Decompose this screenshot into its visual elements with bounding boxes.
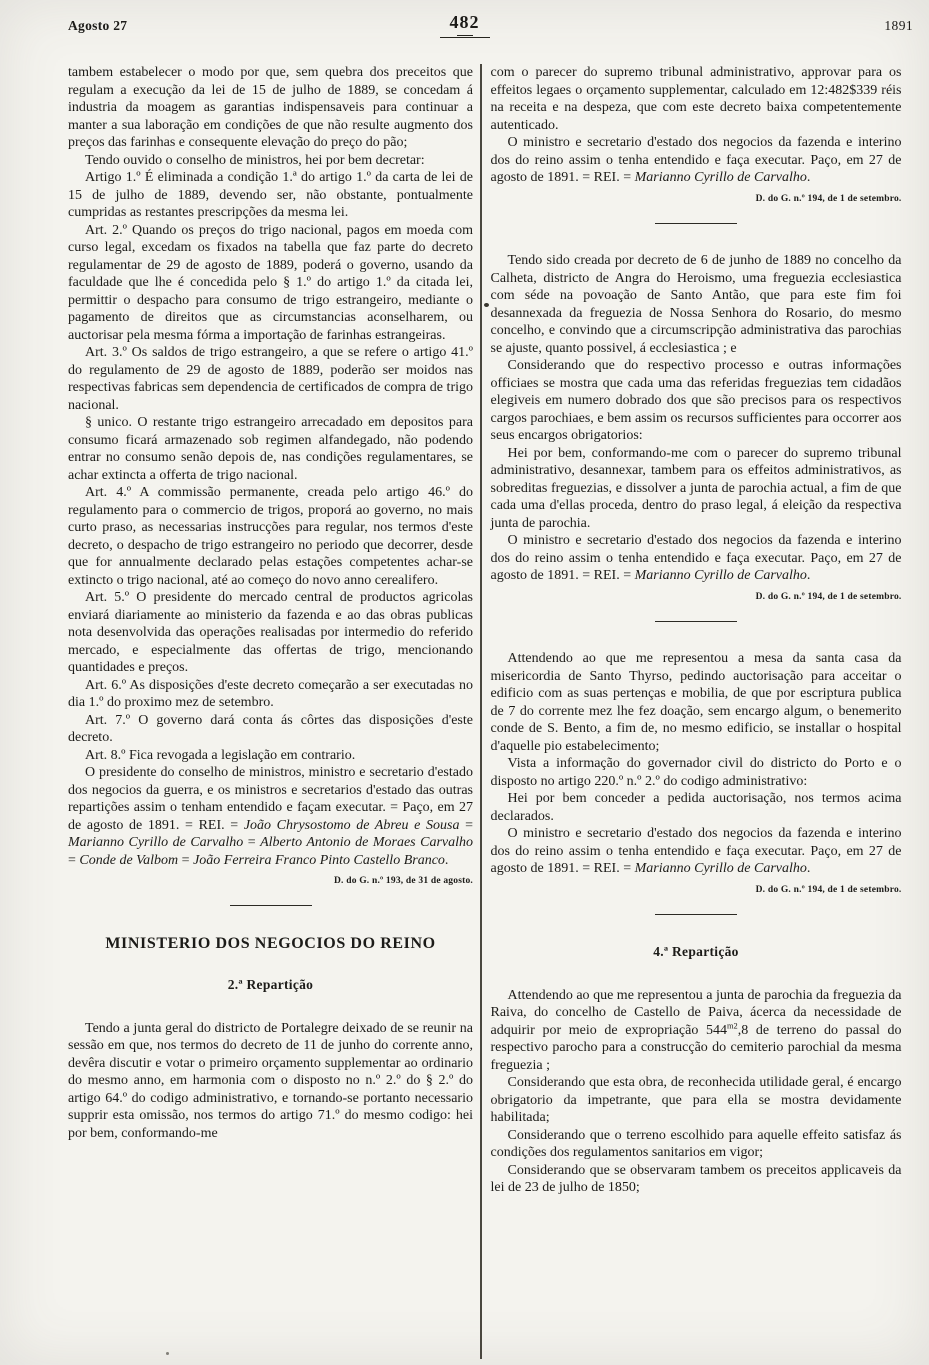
page-header [0,0,929,44]
header-year: 1891 [884,18,913,33]
text-run: ,8 de terreno do passal do respectivo parocho para a construcção do cemiterio parochial da mesma freguezia ; [490,1022,902,1073]
text-run: Hei por bem conceder a pedida auctorisação, nos termos acima declarados. [490,791,902,824]
ink-speck [484,303,489,307]
signature-name: Conde de Valbom [79,852,179,868]
text-run: . [806,170,811,185]
text-run: . [806,568,811,583]
paragraph [491,987,902,1075]
paragraph [491,445,902,533]
section-separator [491,212,902,230]
text-run: Tendo ouvido o conselho de ministros, hei por bem decretar: [85,152,425,168]
signature-name: Marianno Cyrillo de Carvalho [634,170,807,185]
paragraph [68,414,473,484]
page-number: 482 [440,12,490,38]
text-run: = [68,852,80,868]
right-column [482,64,902,1359]
section-separator [491,903,902,921]
paragraph [68,1020,473,1143]
text-columns [68,64,929,1359]
text-run: Attendendo ao que me representou a junta de parochia da freguezia da Raiva, do concelho de Castello de Paiva, ácerca da necessidade de adquirir por meio de expropriação 544 [490,987,902,1038]
section-heading: MINISTERIO DOS NEGOCIOS DO REINO [105,934,436,952]
separator-rule [655,621,737,622]
paragraph [490,825,902,895]
gazette-citation: D. do G. n.º 194, de 1 de setembro. [755,884,902,895]
paragraph [490,532,902,602]
signature-name: Alberto Antonio de Moraes Carvalho [260,835,473,850]
text-run: Attendendo ao que me representou a mesa da santa casa da misericordia de Santo Thyrso, pedindo auctorisação para acceitar o edificio com as suas pertenças e mobilia, de que por escriptura publica de 7 do corrente mez lhe fez doação, sem encargo algum, o benemerito conde de S. Bento, a fim de, no mesmo edificio, se installar o hospital d'aquelle pio estabelecimento; [490,651,902,754]
text-run: Art. 8.º Fica revogada a legislação em contrario. [85,747,356,763]
paragraph [68,484,473,589]
separator-rule [655,223,737,224]
signature-name: Marianno Cyrillo de Carvalho [634,568,807,583]
paragraph [68,222,473,345]
text-run: Considerando que esta obra, de reconhecida utilidade geral, é encargo obrigatorio da impetrante, que para ella se mostra devidamente habilitada; [490,1075,902,1125]
gazette-citation: D. do G. n.º 194, de 1 de setembro. [755,193,902,204]
text-run: Artigo 1.º É eliminada a condição 1.ª do artigo 1.º da carta de lei de 15 de julho de 1889, devendo ser, não obstante, pontualmente cumpridas as restantes prescripções da mesma lei. [68,170,473,220]
paragraph [68,677,473,712]
paragraph [68,64,473,152]
separator-rule [655,914,737,915]
paragraph [68,152,473,170]
paragraph [490,134,902,204]
signature-name: João Ferreira Franco Pinto Castello Branco [193,852,445,868]
paragraph [491,1162,902,1197]
paragraph [491,1074,902,1127]
text-run: tambem estabelecer o modo por que, sem quebra dos preceitos que regulam a execução da lei de 15 de julho de 1889, se concedam á industria da moagem as garantias indispensaveis para continuar a manter a sua laboração em condições de que não resulte augmento dos preços das farinhas e consequente elevação do preço do pão; [68,65,473,150]
signature-name: Marianno Cyrillo de Carvalho [634,861,807,876]
paragraph [68,589,473,677]
text-run: = [178,852,194,868]
header-date: Agosto 27 [68,18,128,33]
text-run: . [806,861,811,876]
paragraph [491,755,902,790]
ink-speck [166,1352,169,1355]
paragraph [68,169,473,222]
text-run: Art. 6.º As disposições d'este decreto começarão a ser executadas no dia 1.º do proximo mez de setembro. [68,677,473,710]
paragraph [68,747,473,765]
text-run: Art. 4.º A commissão permanente, creada pelo artigo 46.º do regulamento para o commercio de trigos, proporá ao governo, no mais curto praso, as necessarias instrucções para regular, nos termos d'este decreto, o despacho de trigo estrangeiro no periodo que decorrer, desde que for annualmente declarado pelas estações competentes achar-se extincto o trigo nacional, até ao começo do novo anno cerealifero. [68,485,473,588]
text-run: Art. 5.º O presidente do mercado central de productos agricolas enviará diariamente ao ministerio da fazenda e ao das obras publicas nota desenvolvida das operações realisadas por intermedio do referido mercado, e especialmente das offertas de trigo, mencionando quantidades e preços. [68,590,473,675]
text-run: . [444,852,449,868]
section-separator [491,610,902,628]
text-run: com o parecer do supremo tribunal administrativo, approvar para os effeitos legaes o orçamento supplementar, calculado em 12:482$339 réis na receita e na despeza, que com este decreto baixa competentemente autenticado. [490,65,902,133]
text-run: O ministro e secretario d'estado dos negocios da fazenda e interino dos do reino assim o tenha entendido e faça executar. Paço, em 27 de agosto de 1891. = REI. = [490,826,902,876]
paragraph [491,650,902,755]
subsection-heading: 2.ª Repartição [227,977,314,992]
paragraph [68,764,473,886]
text-run: Considerando que se observaram tambem os preceitos applicaveis da lei de 23 de julho de 1850; [490,1162,902,1195]
text-run: § unico. O restante trigo estrangeiro arrecadado em depositos para consumo ficará armazenado sob regimen alfandegado, não podendo entrar no consumo senão depois de, nas condições regulamentares, se achar extincta a offerta de trigo nacional. [68,415,473,483]
text-run: Considerando que do respectivo processo e outras informações officiaes se mostra que cada uma das referidas freguezias tem cidadãos elegiveis em numero dobrado dos que são precisos para os respectivos cargos parochiaes, e bem assim os recursos sufficientes para occorrer aos seus encargos obrigatorios: [490,358,902,443]
text-run: Considerando que o terreno escolhido para aquelle effeito satisfaz ás condições dos regulamentos sanitarios em vigor; [490,1127,902,1160]
paragraph [491,357,902,445]
text-run: Tendo sido creada por decreto de 6 de junho de 1889 no concelho da Calheta, districto de Angra do Heroismo, uma freguezia ecclesiastica com séde na povoação de Santo Antão, que para este fim foi desannexada da freguezia de Nossa Senhora do Rosario, do mesmo concelho, e convindo que a circumscripção administrativa das parochias se ajuste, quanto possivel, á ecclesiastica ; e [490,253,902,356]
text-run: = [459,817,473,833]
paragraph [68,712,473,747]
text-run: Vista a informação do governador civil do districto do Porto e o disposto no artigo 220.º n.º 2.º do codigo administrativo: [490,756,902,789]
gazette-citation: D. do G. n.º 194, de 1 de setembro. [755,591,902,602]
left-column [68,64,480,1359]
paragraph [491,64,902,134]
separator-rule [230,905,312,906]
text-run: = [243,835,261,850]
text-run: Art. 3.º Os saldos de trigo estrangeiro, a que se refere o artigo 41.º do regulamento de 29 de agosto de 1889, poderão ser moidos nas respectivas fabricas sem dependencia de certificados de compra de trigo nacional. [68,345,473,413]
paragraph [68,344,473,414]
text-run: O presidente do conselho de ministros, ministro e secretario d'estado dos negocios da guerra, e os ministros e secretarios d'estado das outras repartições assim o tenham entendido e façam executar. = Paço, em 27 de agosto de 1891. = REI. = [68,765,473,833]
signature-name: João Chrysostomo de Abreu e Sousa [243,817,460,833]
text-run: Art. 2.º Quando os preços do trigo nacional, pagos em moeda com curso legal, excedam os fixados na tabella que faz parte do decreto regulamentar de 29 de agosto de 1889, poderá o governo, usando da faculdade que lhe é concedida pelo § 1.º do artigo 1.º da citada lei, permittir o despacho para consumo de trigo estrangeiro, mediante o pagamento de direitos que as circumstancias aconselharem, ou auctorisar pela mesma fórma a importação de farinhas estrangeiras. [68,222,473,343]
page-number-wrap [0,12,929,38]
signature-name: Marianno Cyrillo de Carvalho [68,835,244,850]
text-run: O ministro e secretario d'estado dos negocios da fazenda e interino dos do reino assim o tenha entendido e faça executar. Paço, em 27 de agosto de 1891. = REI. = [490,135,902,185]
paragraph [491,1127,902,1162]
text-run: Hei por bem, conformando-me com o parecer do supremo tribunal administrativo, desannexar, tambem para os effeitos administrativos, as sobreditas freguezias, e dissolver a junta de parochia actual, a fim de que cada uma d'ellas proceda, dentro do praso legal, á eleição da respectiva junta de parochia. [490,445,902,531]
subsection-heading: 4.ª Repartição [653,944,739,959]
superscript-unit: m2 [726,1020,738,1030]
gazette-citation: D. do G. n.º 193, de 31 de agosto. [334,876,473,886]
text-run: O ministro e secretario d'estado dos negocios da fazenda e interino dos do reino assim o tenha entendido e faça executar. Paço, em 27 de agosto de 1891. = REI. = [490,533,902,583]
text-run: Art. 7.º O governo dará conta ás côrtes das disposições d'este decreto. [68,712,473,745]
paragraph [491,252,902,357]
paragraph [491,790,902,825]
section-separator [68,894,473,912]
text-run: Tendo a junta geral do districto de Portalegre deixado de se reunir na sessão em que, nos termos do decreto de 11 de junho do corrente anno, devêra discutir e votar o primeiro orçamento supplementar ao ordinario do mesmo anno, em harmonia com o disposto no n.º 2.º do § 2.º do artigo 64.º do codigo administrativo, e tornando-se portanto necessario supprir esta omissão, nos termos do artigo 71.º do mesmo codigo: hei por bem, conformando-me [68,1020,473,1141]
